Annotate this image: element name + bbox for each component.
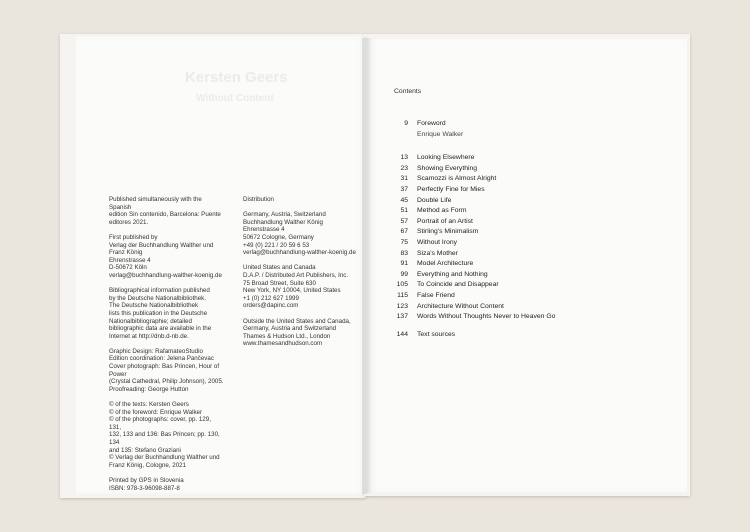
credits: Graphic Design: RafamateoStudio Edition coordination: Jelena Pančevac Cover photograph: Bas Princen, Hour of Power (Crystal Cathedral, Philip Johnson), 2005. Proofreading: George Hutton <box>109 347 224 393</box>
toc-entry <box>388 292 678 303</box>
toc-page-number: 51 <box>400 207 408 215</box>
toc-title: Model Architecture <box>417 260 474 268</box>
toc-title: Siza's Mother <box>417 249 458 257</box>
toc-title: Scamozzi is Almost Alright <box>417 175 497 183</box>
toc-title: Foreword <box>417 120 446 127</box>
toc-entry <box>388 207 678 218</box>
show-through-author: Kersten Geers <box>185 69 288 86</box>
toc-page-number: 45 <box>400 196 408 204</box>
toc-author: Enrique Walker <box>417 130 464 138</box>
toc-title: Looking Elsewhere <box>417 154 475 162</box>
toc-title: Architecture Without Content <box>417 302 504 310</box>
toc-page-number: 115 <box>397 291 408 299</box>
toc-entry <box>388 250 678 261</box>
toc-page-number: 75 <box>400 238 408 246</box>
toc-title: Method as Form <box>417 207 467 215</box>
publisher-info: First published by Verlag der Buchhandlung Walther und Franz König Ehrenstrasse 4 D-50672 Köln verlag@buchhandlung-walther-koenig.de <box>109 233 222 279</box>
distribution-europe: Germany, Austria, Switzerland Buchhandlung Walther König Ehrenstrasse 4 50672 Cologne, Germany +49 (0) 221 / 20 59 6 53 verlag@buchhandlung-walther-koenig.de <box>243 211 356 257</box>
toc-entry <box>388 228 678 239</box>
publication-info-column <box>109 196 224 500</box>
toc-entry <box>388 271 678 282</box>
toc-entry <box>388 154 678 165</box>
toc-title: To Coincide and Disappear <box>417 281 499 289</box>
toc-entry <box>388 281 678 292</box>
distribution-us: United States and Canada D.A.P. / Distributed Art Publishers, Inc. 75 Broad Street, Suite 630 New York, NY 10004, United States +1 (0) 212 627 1999 orders@dapinc.com <box>243 264 349 310</box>
toc-entry <box>388 239 678 250</box>
toc-page-number: 99 <box>400 270 408 278</box>
publication-note: Published simultaneously with the Spanish edition Sin contenido, Barcelona: Puente editores 2021. <box>109 196 221 226</box>
toc-title: Stirling's Minimalism <box>417 228 479 236</box>
show-through-title: Without Content <box>196 93 274 104</box>
distribution-heading: Distribution <box>243 196 274 203</box>
toc-title: Perfectly Fine for Mies <box>417 185 485 193</box>
toc-page-number: 13 <box>400 154 408 162</box>
toc-page-number: 67 <box>400 228 408 236</box>
toc-entry <box>388 260 678 271</box>
book-gutter <box>362 38 372 494</box>
toc-entry <box>388 197 678 208</box>
toc-page-number: 83 <box>400 249 408 257</box>
toc-entry <box>388 165 678 176</box>
toc-title: Words Without Thoughts Never to Heaven Go <box>417 313 556 321</box>
toc-page-number: 31 <box>400 175 408 183</box>
contents-heading: Contents <box>394 88 422 95</box>
toc-entry <box>388 175 678 186</box>
toc-page-number: 105 <box>396 281 408 289</box>
toc-title: Without Irony <box>417 238 458 246</box>
toc-entry-foreword <box>388 120 678 131</box>
toc-title: False Friend <box>417 291 455 299</box>
toc-page-number: 37 <box>400 185 408 193</box>
toc-title: Text sources <box>417 330 456 338</box>
toc-page-number: 57 <box>400 217 408 225</box>
copyright-info: © of the texts: Kersten Geers © of the foreword: Enrique Walker © of the photographs: cover, pp. 129, 131, 132, 133 and 136: Bas Princen; pp. 130, 134 and 135: Stefano Graziani © Verlag der Buchhandlung Walther und Franz König, Cologne, 2021 <box>109 401 220 469</box>
toc-title: Double Life <box>417 196 452 204</box>
toc-entry <box>388 313 678 324</box>
toc-page-number: 137 <box>396 313 408 321</box>
toc-entry <box>388 186 678 197</box>
toc-page-number: 9 <box>404 120 408 127</box>
toc-chapter-list <box>388 154 678 324</box>
toc-foreword-author <box>388 131 678 142</box>
toc-title: Showing Everything <box>417 164 478 172</box>
toc-title: Everything and Nothing <box>417 270 488 278</box>
toc-page-number: 91 <box>400 260 408 268</box>
toc-entry-text-sources <box>388 331 678 342</box>
toc-page-number: 23 <box>400 164 408 172</box>
toc-entry <box>388 218 678 229</box>
printing-info: Printed by GPS in Slovenia ISBN: 978-3-96098-887-8 <box>109 476 184 492</box>
table-of-contents <box>388 120 678 341</box>
toc-page-number: 144 <box>396 330 408 338</box>
distribution-other: Outside the United States and Canada, Germany, Austria and Switzerland Thames & Hudson Ltd., London www.thamesandhudson.com <box>243 317 351 348</box>
toc-page-number: 123 <box>396 302 408 310</box>
bibliographic-info: Bibliographical information published by the Deutsche Nationalbibliothek. The Deutsche Nationalbibliothek lists this publication in the Deutsche Nationalbibliographie; detailed bibliographic data are available in the Internet at http://dnb.d-nb.de. <box>109 287 212 340</box>
distribution-column <box>243 196 358 355</box>
toc-entry <box>388 303 678 314</box>
toc-title: Portrait of an Artist <box>417 217 473 225</box>
